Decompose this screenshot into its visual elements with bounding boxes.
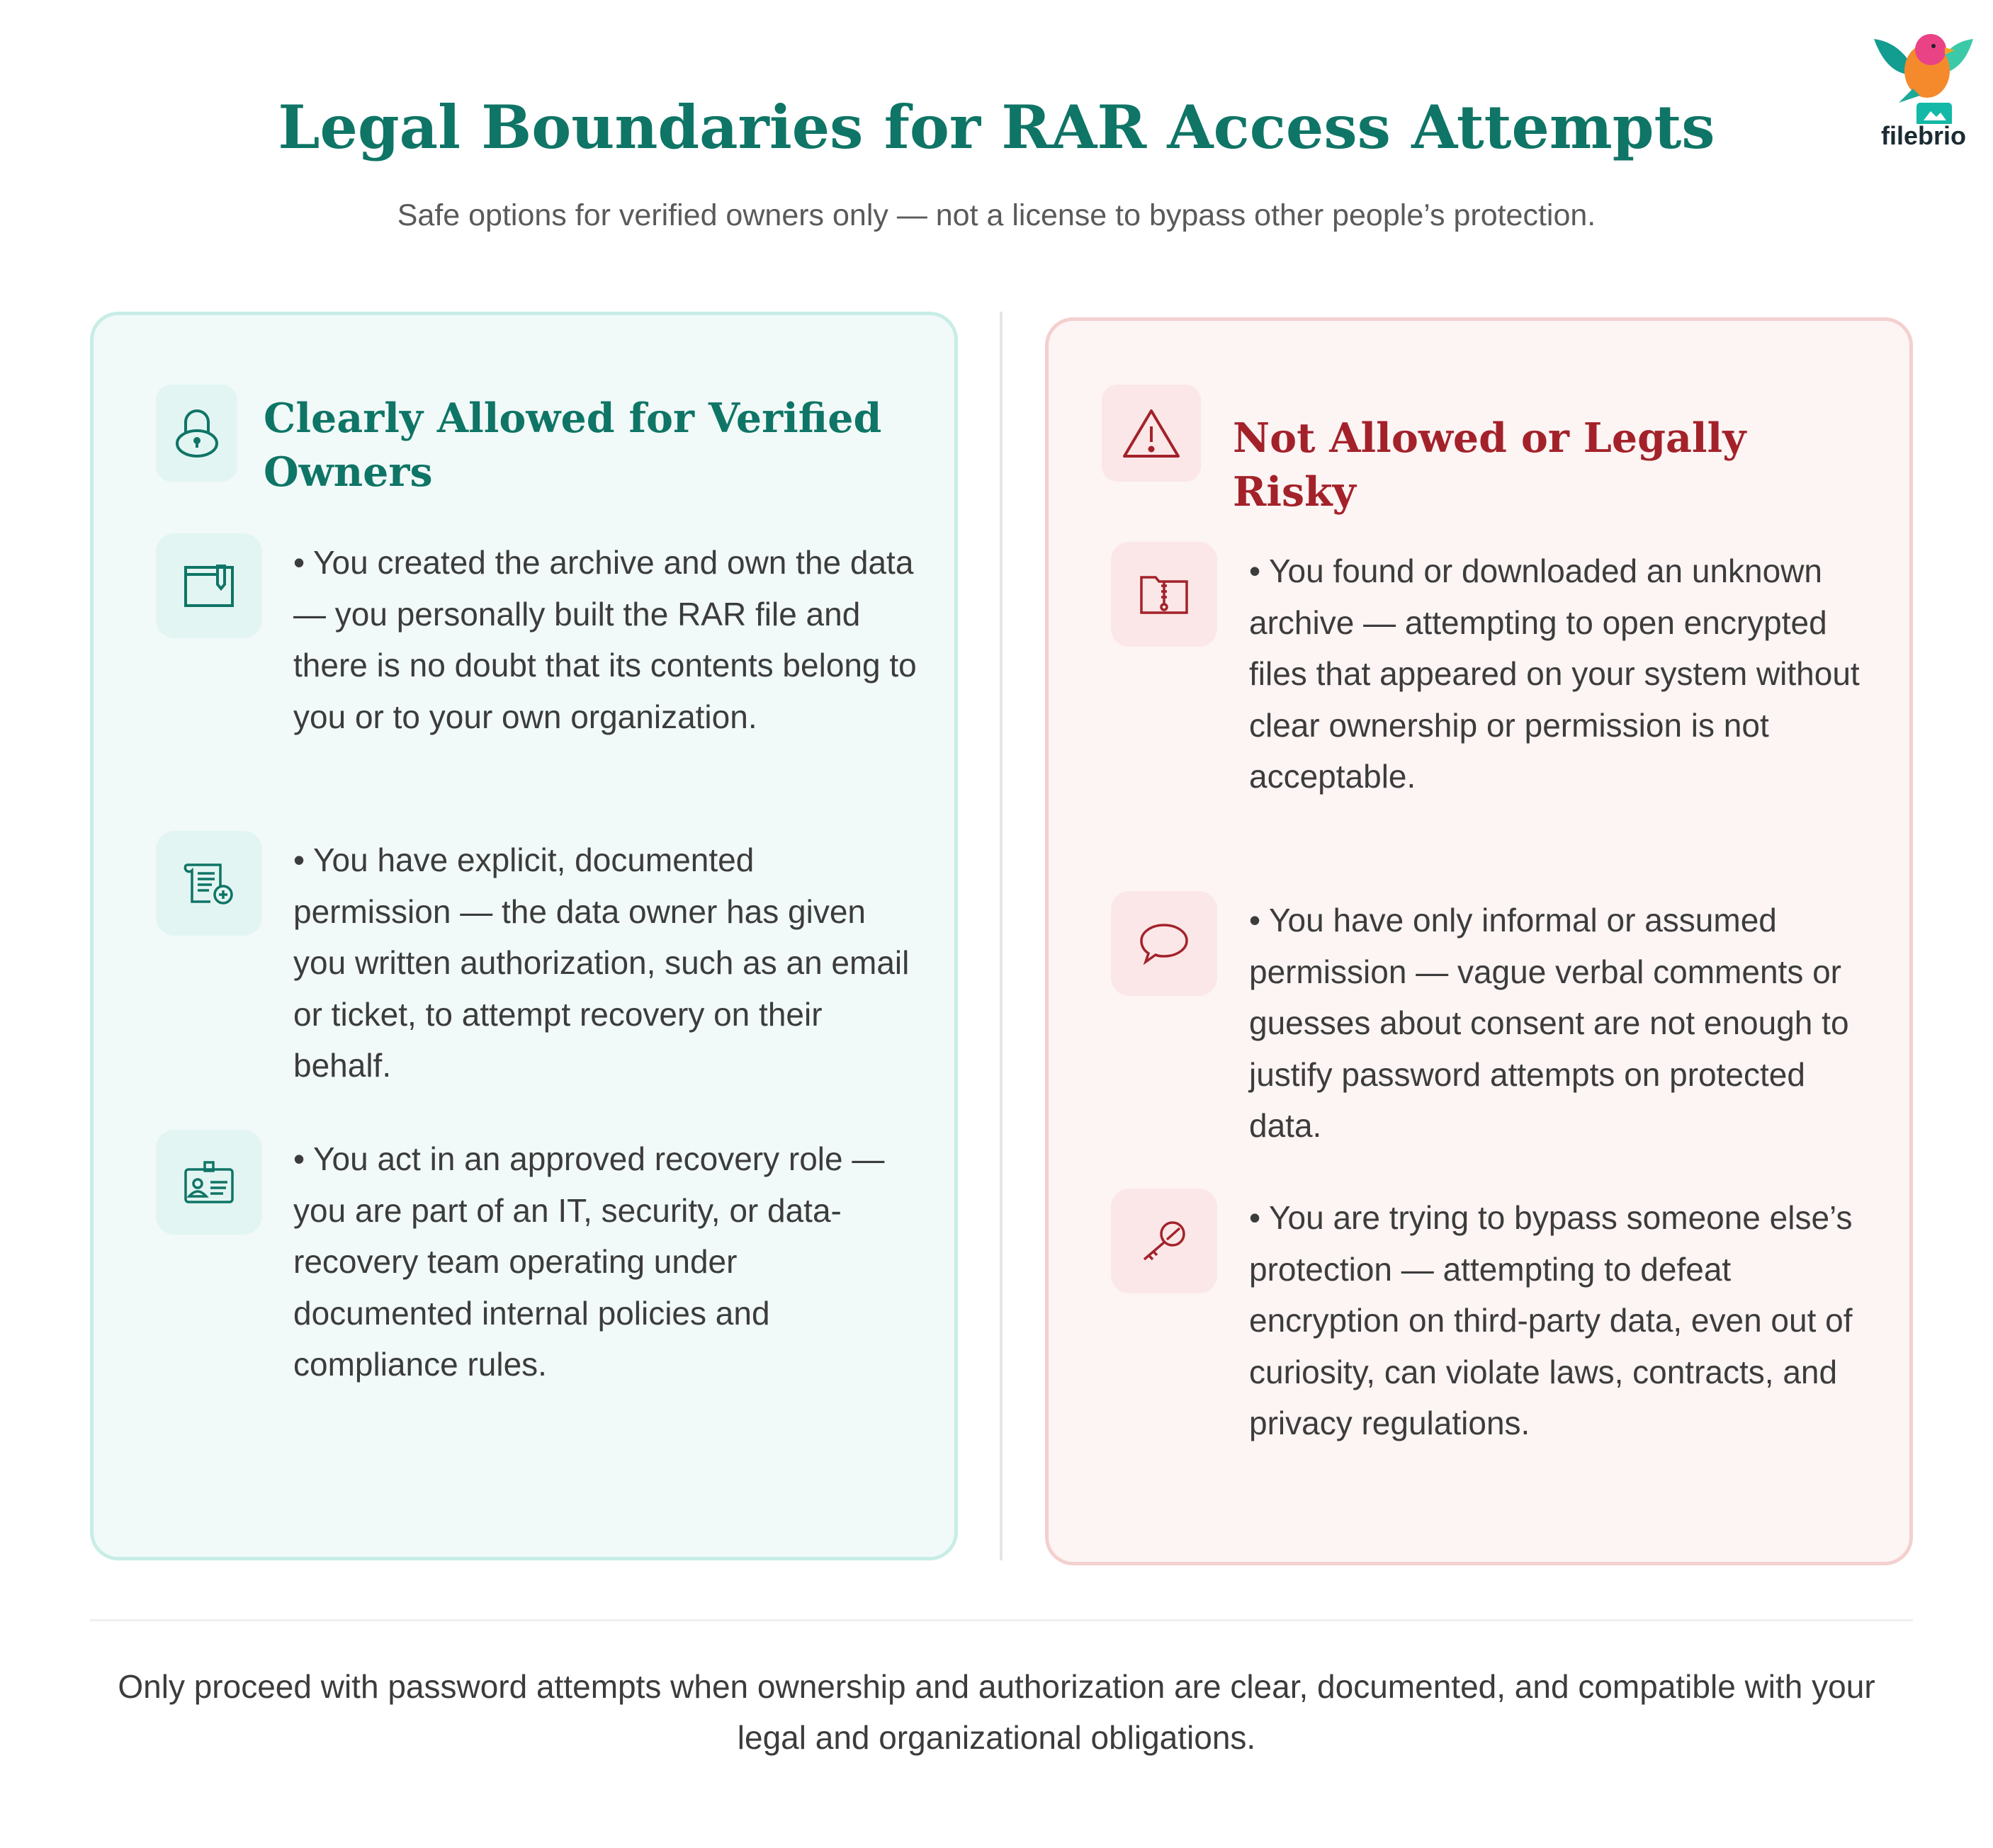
risky-item-text: • You have only informal or assumed permission — vague verbal comments or guesses about consent are not enough to justify password attempts on protected data.	[1249, 902, 1849, 1144]
page-subtitle: Safe options for verified owners only — not a license to bypass other people’s protection.	[397, 198, 1596, 232]
risky-item-text: • You found or downloaded an unknown archive — attempting to open encrypted files that appeared on your system without clear ownership or permission is not acceptable.	[1249, 552, 1860, 795]
lock-icon	[156, 385, 237, 482]
footer-divider	[90, 1619, 1913, 1621]
archive-pen-icon	[156, 533, 262, 638]
footer-note: Only proceed with password attempts when ownership and authorization are clear, documented, and compatible with your legal and organizational obligations.	[118, 1668, 1875, 1756]
risky-item-text: • You are trying to bypass someone else’s protection — attempting to defeat encryption on third-party data, even out of curiosity, can violate laws, contracts, and privacy regulations.	[1249, 1199, 1853, 1441]
risky-heading: Not Allowed or Legally Risky	[1233, 414, 1746, 516]
allowed-card	[90, 312, 958, 1560]
zip-folder-icon	[1111, 542, 1217, 647]
allowed-item-text: • You created the archive and own the data — you personally built the RAR file and there is no doubt that its contents belong to you or to your own organization.	[293, 544, 917, 735]
logo-text: filebrio	[1880, 121, 1966, 150]
column-divider	[1000, 312, 1003, 1560]
id-badge-icon	[156, 1130, 262, 1235]
allowed-item-text: • You act in an approved recovery role — you are part of an IT, security, or data-recovery team operating under documented internal policies and compliance rules.	[293, 1140, 885, 1383]
speech-bubble-icon	[1111, 891, 1217, 996]
allowed-item-text: • You have explicit, documented permission — the data owner has given you written authorization, such as an email or ticket, to attempt recovery on their behalf.	[293, 841, 910, 1084]
warning-icon	[1102, 385, 1201, 482]
risky-card	[1045, 317, 1913, 1565]
key-icon	[1111, 1189, 1217, 1293]
page-title: Legal Boundaries for RAR Access Attempts	[278, 92, 1715, 162]
document-plus-icon	[156, 831, 262, 936]
allowed-heading: Clearly Allowed for Verified Owners	[264, 395, 882, 496]
